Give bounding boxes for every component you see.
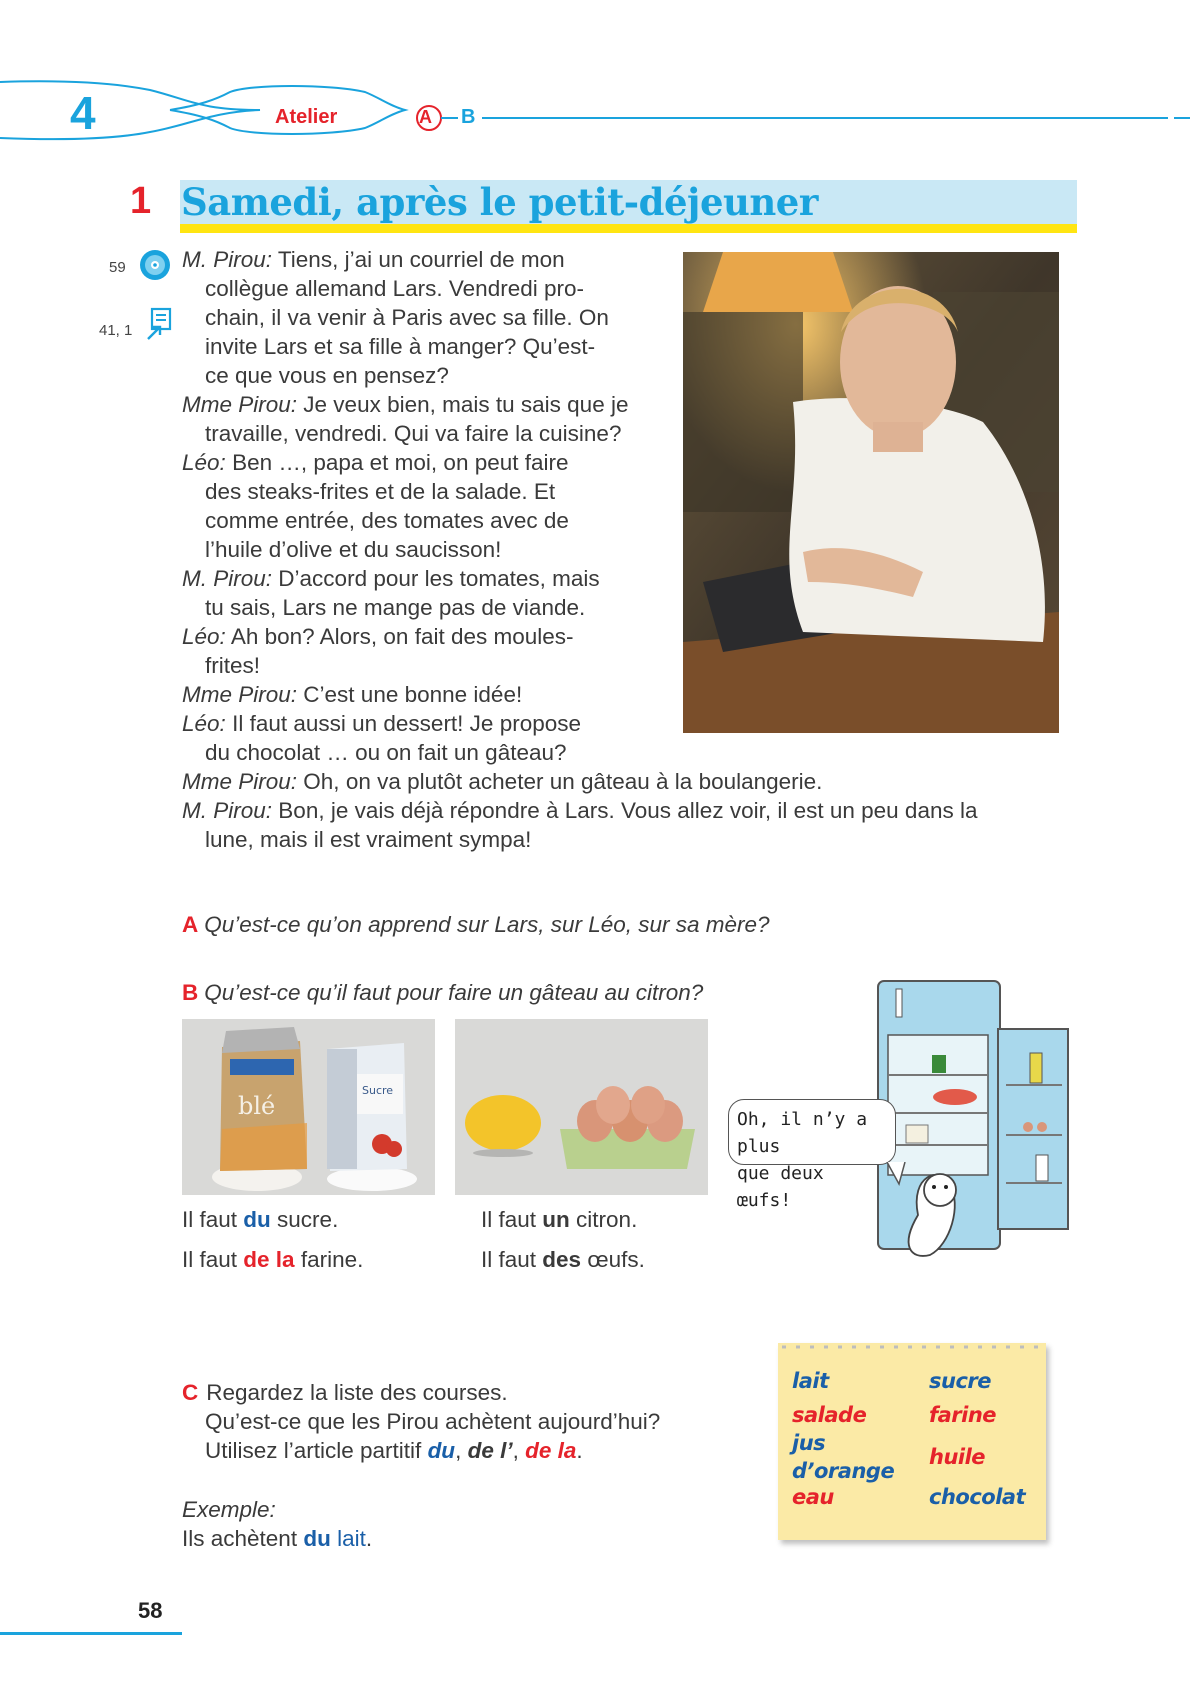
dialog-line: tu sais, Lars ne mange pas de viande. bbox=[205, 595, 586, 620]
shopping-item: salade bbox=[792, 1403, 867, 1427]
shopping-item: d’orange bbox=[792, 1459, 895, 1483]
speaker-name: Mme Pirou: bbox=[182, 682, 298, 707]
question-c bbox=[182, 1378, 660, 1465]
question-text: Qu’est-ce que les Pirou achètent aujourd’hui? bbox=[205, 1409, 661, 1434]
dialog-line: chain, il va venir à Paris avec sa fille. On bbox=[205, 305, 609, 330]
dialog-line: frites! bbox=[205, 653, 261, 678]
caption-lemon: Il faut un citron. bbox=[481, 1207, 638, 1232]
question-letter: B bbox=[182, 980, 199, 1005]
dialog-line: des steaks-frites et de la salade. Et bbox=[205, 479, 556, 504]
question-letter: C bbox=[182, 1380, 199, 1405]
shopping-list-note bbox=[778, 1343, 1046, 1540]
dialog-line: Bon, je vais déjà répondre à Lars. Vous allez voir, il est un peu dans la bbox=[278, 798, 978, 823]
caption-eggs: Il faut des œufs. bbox=[481, 1247, 645, 1272]
audio-cd-icon[interactable] bbox=[139, 249, 171, 281]
question-b bbox=[182, 980, 703, 1006]
caption-sugar: Il faut du sucre. bbox=[182, 1207, 339, 1232]
atelier-label: Atelier bbox=[275, 106, 338, 128]
speaker-name: Mme Pirou: bbox=[182, 392, 298, 417]
bubble-line: que deux œufs! bbox=[737, 1163, 824, 1211]
shopping-item: eau bbox=[792, 1485, 834, 1509]
question-a bbox=[182, 912, 770, 938]
speaker-name: M. Pirou: bbox=[182, 247, 273, 272]
question-letter: A bbox=[182, 912, 199, 937]
example-noun: lait bbox=[330, 1526, 366, 1551]
question-text: Qu’est-ce qu’on apprend sur Lars, sur Léo, sur sa mère? bbox=[204, 912, 770, 937]
title-underline bbox=[180, 224, 1077, 233]
shopping-item: farine bbox=[929, 1403, 997, 1427]
dialog-line: C’est une bonne idée! bbox=[303, 682, 523, 707]
sugar-box-label: Sucre bbox=[362, 1084, 394, 1097]
example-block: Exemple: Ils achètent du lait. bbox=[182, 1497, 373, 1551]
speech-bubble-tail bbox=[885, 1162, 915, 1186]
bubble-line: Oh, il n’y a plus bbox=[737, 1109, 868, 1157]
speaker-name: Léo: bbox=[182, 624, 226, 649]
chapter-header-ornament bbox=[0, 70, 1190, 160]
question-text: Qu’est-ce qu’il faut pour faire un gâteau au citron? bbox=[204, 980, 704, 1005]
speaker-name: M. Pirou: bbox=[182, 798, 273, 823]
dialog-line: D’accord pour les tomates, mais bbox=[278, 566, 600, 591]
workbook-link-icon[interactable] bbox=[146, 307, 172, 341]
dialog-line: l’huile d’olive et du saucisson! bbox=[205, 537, 502, 562]
dialog-line: invite Lars et sa fille à manger? Qu’est- bbox=[205, 334, 596, 359]
section-number: 1 bbox=[130, 180, 152, 222]
dialog-line: Il faut aussi un dessert! Je propose bbox=[232, 711, 582, 736]
shopping-item: huile bbox=[929, 1445, 986, 1469]
speaker-name: M. Pirou: bbox=[182, 566, 273, 591]
part-a-marker: A bbox=[419, 107, 432, 127]
dialog-line: Tiens, j’ai un courriel de mon bbox=[277, 247, 565, 272]
track-number: 59 bbox=[109, 259, 126, 276]
article-de-la: de la bbox=[243, 1247, 295, 1272]
dialog-line: ce que vous en pensez? bbox=[205, 363, 449, 388]
article-un: un bbox=[542, 1207, 570, 1232]
shopping-item: jus bbox=[792, 1431, 826, 1455]
workbook-reference: 41, 1 bbox=[99, 322, 133, 339]
note-binding-holes bbox=[778, 1343, 1046, 1353]
question-text: Regardez la liste des courses. bbox=[206, 1380, 508, 1405]
speaker-name: Mme Pirou: bbox=[182, 769, 298, 794]
footer-rule bbox=[0, 1632, 182, 1635]
dialog-line: lune, mais il est vraiment sympa! bbox=[205, 827, 532, 852]
speech-bubble bbox=[728, 1099, 896, 1211]
section-title: Samedi, après le petit-déjeuner bbox=[181, 180, 818, 224]
article-du: du bbox=[303, 1526, 331, 1551]
dialog-line: du chocolat … ou on fait un gâteau? bbox=[205, 740, 567, 765]
speaker-name: Léo: bbox=[182, 450, 226, 475]
article-de-l: de l’ bbox=[467, 1438, 513, 1463]
photo-man-at-laptop bbox=[683, 252, 1059, 733]
shopping-item: chocolat bbox=[929, 1485, 1026, 1509]
dialog-line: Je veux bien, mais tu sais que je bbox=[303, 392, 629, 417]
page-number: 58 bbox=[138, 1598, 163, 1623]
flour-bag-label: blé bbox=[238, 1092, 276, 1120]
speaker-name: Léo: bbox=[182, 711, 226, 736]
dialog-line: comme entrée, des tomates avec de bbox=[205, 508, 569, 533]
photo-lemon-and-eggs bbox=[455, 1019, 708, 1195]
shopping-item: sucre bbox=[929, 1369, 991, 1393]
article-de-la: de la bbox=[525, 1438, 577, 1463]
shopping-item: lait bbox=[792, 1369, 829, 1393]
article-des: des bbox=[542, 1247, 582, 1272]
chapter-number: 4 bbox=[70, 87, 96, 139]
part-b-marker: B bbox=[461, 106, 476, 128]
article-du: du bbox=[243, 1207, 271, 1232]
photo-flour-and-sugar bbox=[182, 1019, 435, 1195]
question-text: Utilisez l’article partitif du, de l’, de la. bbox=[205, 1438, 583, 1463]
caption-flour: Il faut de la farine. bbox=[182, 1247, 364, 1272]
dialog-line: Ah bon? Alors, on fait des moules- bbox=[230, 624, 574, 649]
example-label: Exemple: bbox=[182, 1497, 276, 1522]
article-du: du bbox=[427, 1438, 456, 1463]
dialog-line: Oh, on va plutôt acheter un gâteau à la boulangerie. bbox=[303, 769, 823, 794]
dialog-line: Ben …, papa et moi, on peut faire bbox=[232, 450, 569, 475]
fridge-with-cat-illustration bbox=[870, 975, 1075, 1285]
dialog-line: travaille, vendredi. Qui va faire la cuisine? bbox=[205, 421, 622, 446]
dialog-line: collègue allemand Lars. Vendredi pro- bbox=[205, 276, 584, 301]
